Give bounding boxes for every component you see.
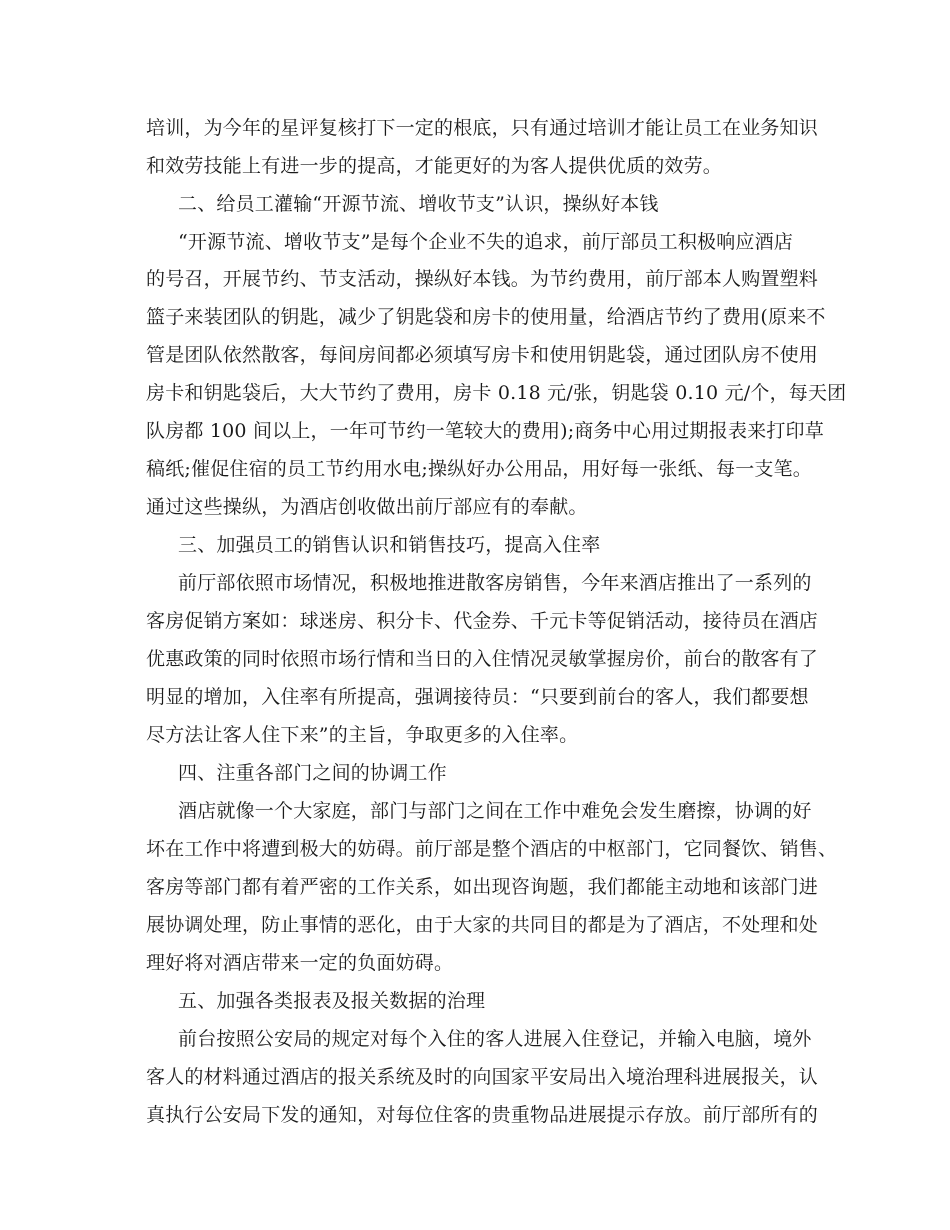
text-line: 理好将对酒店带来一定的负面妨碍。: [146, 952, 454, 974]
text-line: 展协调处理，防止事情的恶化，由于大家的共同目的都是为了酒店，不处理和处: [146, 914, 819, 936]
section-heading: 五、加强各类报表及报关数据的治理: [178, 990, 486, 1012]
section-heading: 四、注重各部门之间的协调工作: [178, 762, 447, 784]
text-line: 队房都 100 间以上，一年可节约一笔较大的费用);商务中心用过期报表来打印草: [146, 420, 824, 442]
text-line: 和效劳技能上有进一步的提高，才能更好的为客人提供优质的效劳。: [146, 155, 723, 177]
text-line: 酒店就像一个大家庭，部门与部门之间在工作中难免会发生磨擦，协调的好: [178, 800, 812, 822]
text-line: 篮子来装团队的钥匙，减少了钥匙袋和房卡的使用量，给酒店节约了费用(原来不: [146, 306, 826, 328]
text-line: 稿纸;催促住宿的员工节约用水电;操纵好办公用品，用好每一张纸、每一支笔。: [146, 458, 813, 480]
section-heading: 二、给员工灌输“开源节流、增收节支”认识，操纵好本钱: [178, 193, 659, 215]
text-line: 前台按照公安局的规定对每个入住的客人进展入住登记，并输入电脑，境外: [178, 1028, 812, 1050]
text-line: 客房等部门都有着严密的工作关系，如出现咨询题，我们都能主动地和该部门进: [146, 876, 819, 898]
text-line: 前厅部依照市场情况，积极地推进散客房销售，今年来酒店推出了一系列的: [178, 572, 812, 594]
text-line: “开源节流、增收节支”是每个企业不失的追求，前厅部员工积极响应酒店: [178, 231, 794, 253]
text-line: 真执行公安局下发的通知，对每位住客的贵重物品进展提示存放。前厅部所有的: [146, 1104, 819, 1126]
text-line: 房卡和钥匙袋后，大大节约了费用，房卡 0.18 元/张，钥匙袋 0.10 元/个，每天团: [146, 382, 847, 404]
text-line: 管是团队依然散客，每间房间都必须填写房卡和使用钥匙袋，通过团队房不使用: [146, 344, 819, 366]
text-line: 培训，为今年的星评复核打下一定的根底，只有通过培训才能让员工在业务知识: [146, 117, 819, 139]
text-line: 的号召，开展节约、节支活动，操纵好本钱。为节约费用，前厅部本人购置塑料: [146, 268, 819, 290]
section-heading: 三、加强员工的销售认识和销售技巧，提高入住率: [178, 534, 601, 556]
text-line: 客人的材料通过酒店的报关系统及时的向国家平安局出入境治理科进展报关，认: [146, 1066, 819, 1088]
text-line: 明显的增加，入住率有所提高，强调接待员：“只要到前台的客人，我们都要想: [146, 686, 809, 708]
text-line: 通过这些操纵，为酒店创收做出前厅部应有的奉献。: [146, 496, 588, 518]
text-line: 优惠政策的同时依照市场行情和当日的入住情况灵敏掌握房价，前台的散客有了: [146, 648, 819, 670]
text-line: 尽方法让客人住下来”的主旨，争取更多的入住率。: [146, 724, 579, 746]
text-line: 坏在工作中将遭到极大的妨碍。前厅部是整个酒店的中枢部门，它同餐饮、销售、: [146, 838, 838, 860]
text-line: 客房促销方案如：球迷房、积分卡、代金券、千元卡等促销活动，接待员在酒店: [146, 610, 819, 632]
